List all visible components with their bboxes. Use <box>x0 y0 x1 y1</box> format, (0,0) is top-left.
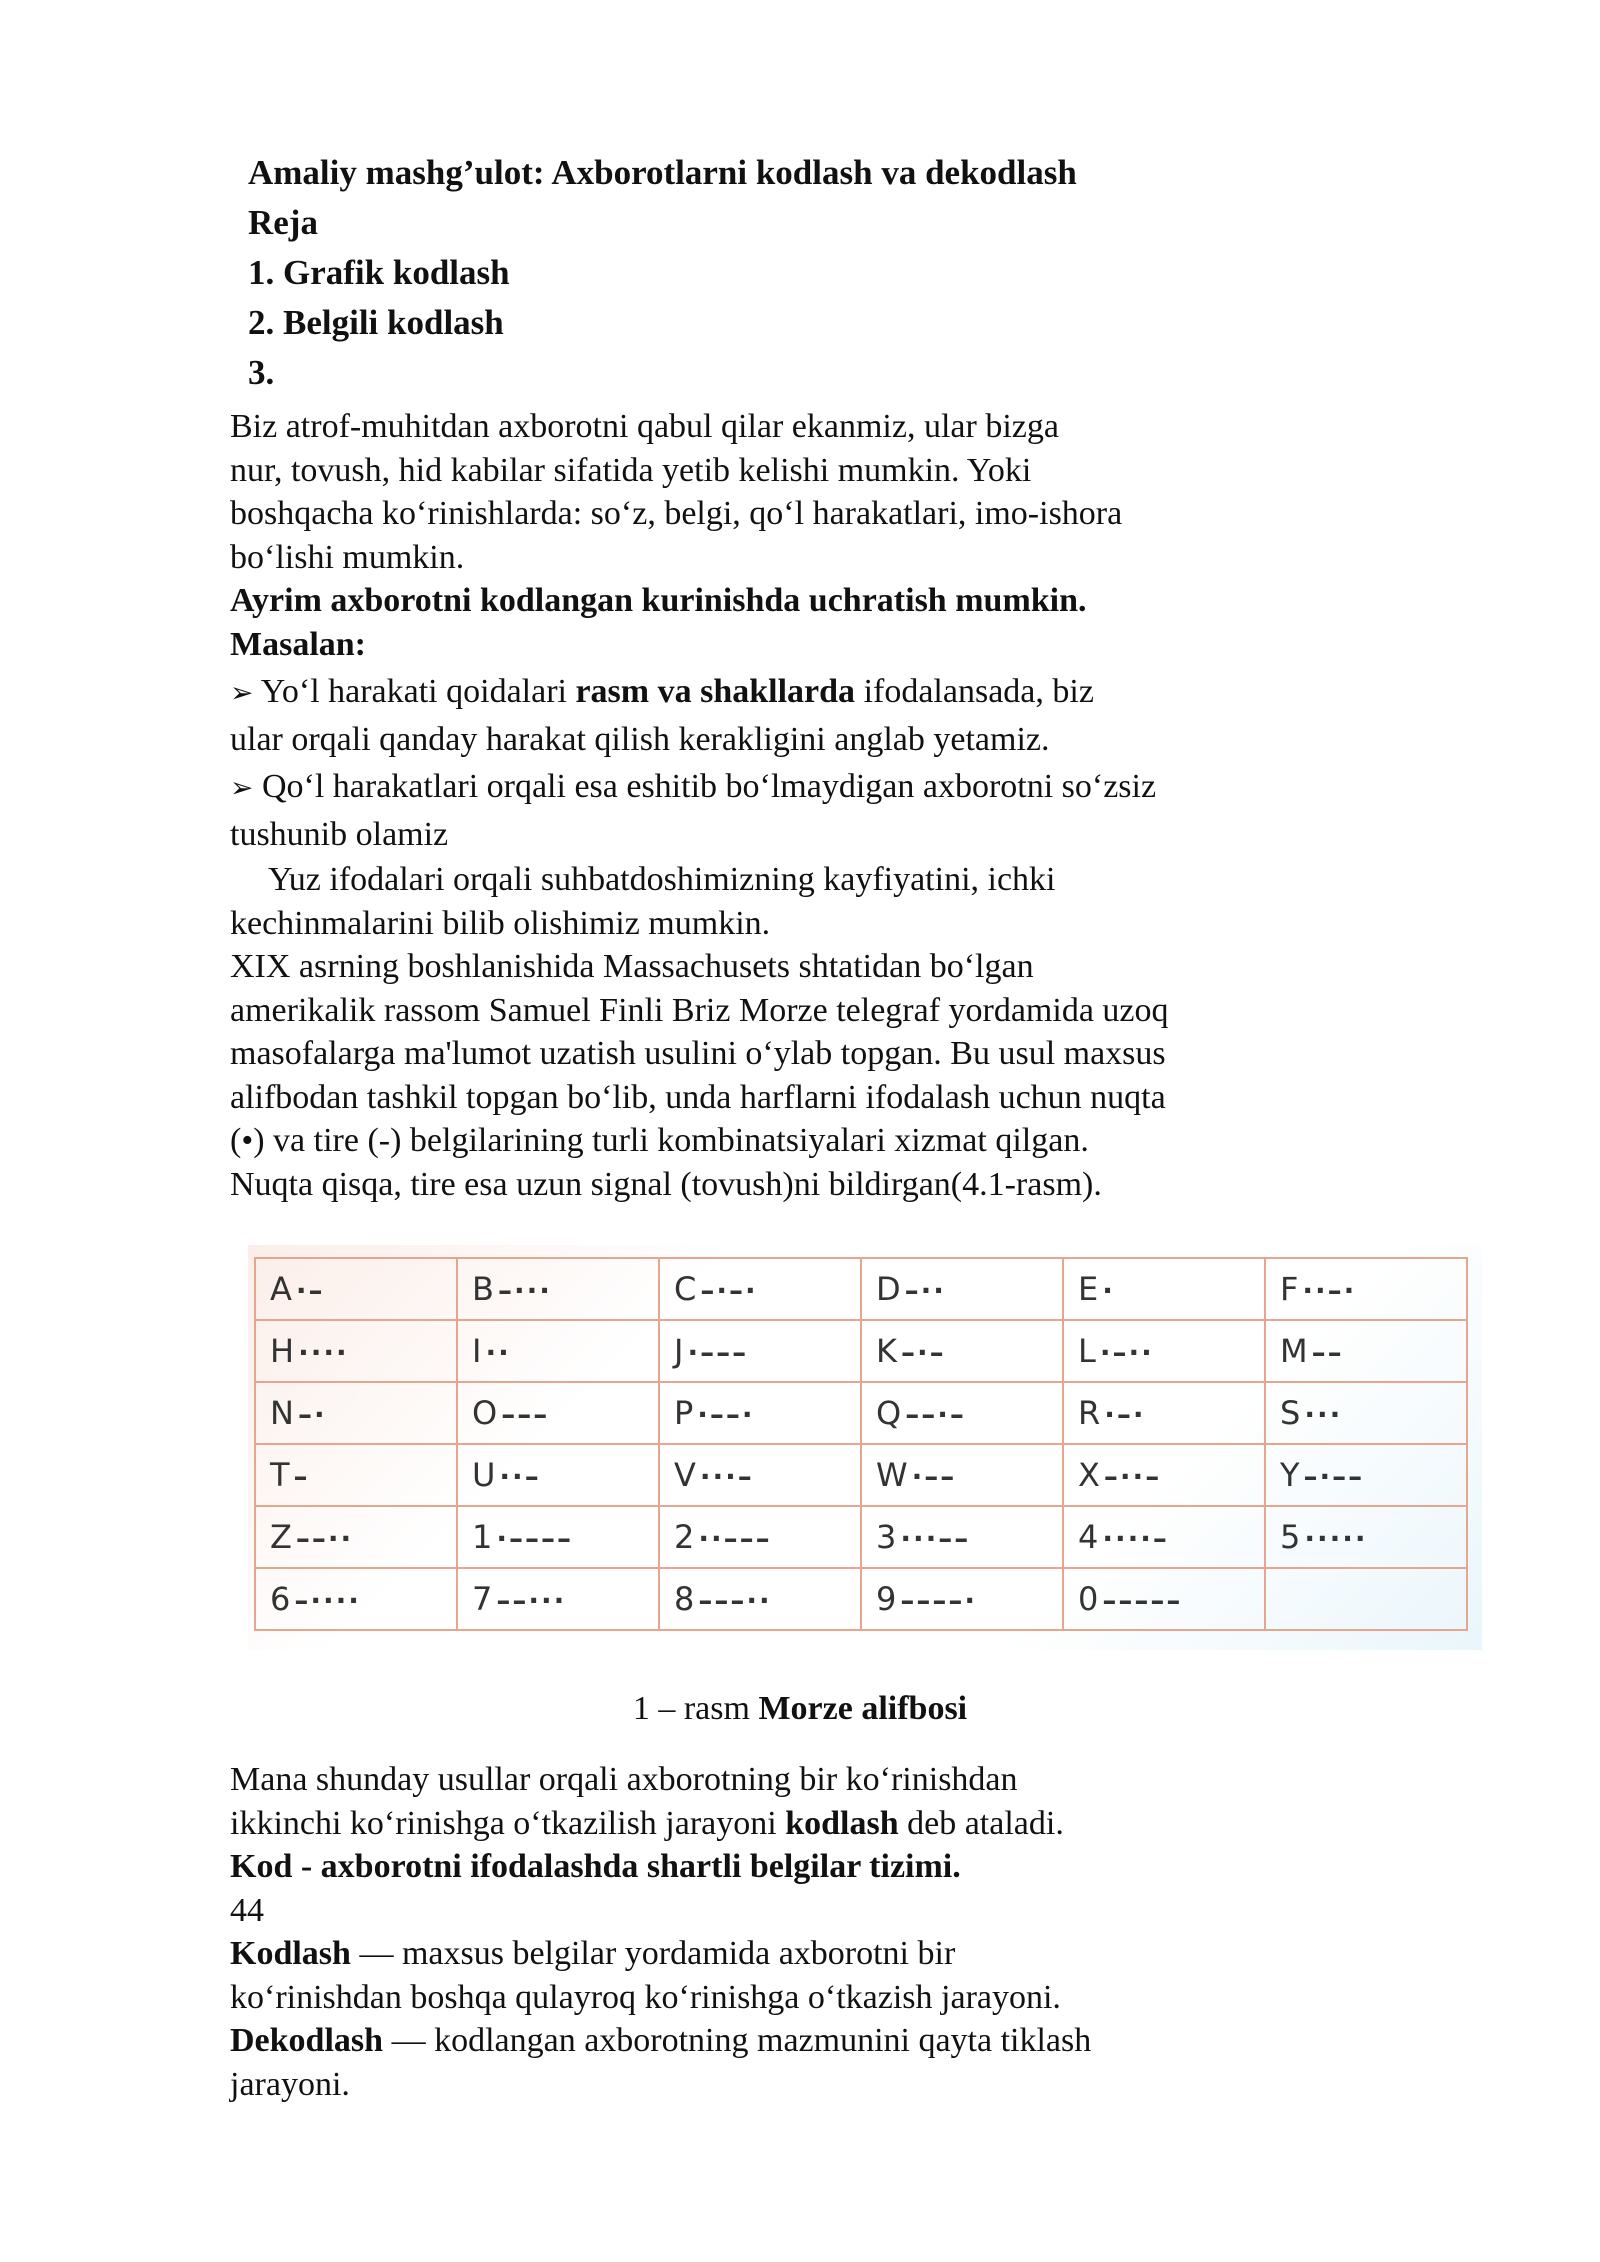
morse-character: T <box>270 1456 290 1494</box>
morse-character: H <box>270 1332 295 1370</box>
morse-cell <box>255 1506 457 1568</box>
morse-cell <box>1063 1506 1265 1568</box>
morse-code: ··· <box>1304 1398 1343 1431</box>
morse-cell <box>457 1382 659 1444</box>
morse-code: ––·· <box>295 1522 354 1555</box>
text-line: masofalarga ma'lumot uzatish usulini o‘ylab topgan. Bu usul maxsus <box>230 1035 1166 1072</box>
bold-line: Ayrim axborotni kodlangan kurinishda uchratish mumkin. <box>230 582 1087 619</box>
morse-table <box>254 1257 1468 1631</box>
morse-code: · <box>1102 1274 1115 1307</box>
morse-code: ··– <box>499 1460 541 1493</box>
plan-item: 1. Grafik kodlash <box>248 253 510 292</box>
morse-cell <box>1063 1258 1265 1320</box>
morse-character: 6 <box>270 1580 291 1618</box>
morse-cell <box>1265 1568 1467 1630</box>
text-line: tushunib olamiz <box>230 816 449 853</box>
morse-cell <box>457 1506 659 1568</box>
morse-cell <box>659 1506 861 1568</box>
closing-paragraph <box>230 1758 1380 2106</box>
morse-cell <box>457 1320 659 1382</box>
morse-character: K <box>876 1332 897 1370</box>
morse-character: Y <box>1280 1456 1300 1494</box>
intro-paragraph <box>230 405 1380 666</box>
text-line: nur, tovush, hid kabilar sifatida yetib kelishi mumkin. Yoki <box>230 451 1032 489</box>
morse-code: ···– <box>699 1460 754 1493</box>
morse-code: – <box>293 1460 310 1493</box>
morse-cell <box>861 1506 1063 1568</box>
plan-item: 3. <box>248 353 275 392</box>
text-line: alifbodan tashkil topgan bo‘lib, unda harflarni ifodalash uchun nuqta <box>230 1078 1166 1116</box>
morse-table-row <box>255 1444 1467 1506</box>
text-line: Nuqta qisqa, tire esa uzun signal (tovush)ni bildirgan(4.1-rasm). <box>230 1165 1102 1203</box>
morse-cell <box>255 1382 457 1444</box>
morse-character: E <box>1078 1270 1099 1308</box>
morse-code: –·–· <box>700 1274 758 1307</box>
morse-alphabet-figure <box>248 1245 1482 1650</box>
morse-table-row <box>255 1258 1467 1320</box>
morse-character: 3 <box>876 1518 897 1556</box>
morse-code: ––·– <box>905 1398 966 1431</box>
morse-cell <box>255 1258 457 1320</box>
morse-code: –··– <box>1103 1460 1162 1493</box>
arrow-bullet-icon: ➢ <box>230 771 254 804</box>
bullet-list <box>230 668 1380 858</box>
text-line: Biz atrof-muhitdan axborotni qabul qilar ekanmiz, ular bizga <box>230 408 1059 445</box>
morse-cell <box>1265 1258 1467 1320</box>
morse-table-row <box>255 1382 1467 1444</box>
text-line: ikkinchi ko‘rinishga o‘tkazilish jarayoni kodlash deb ataladi. <box>230 1804 1064 1842</box>
morse-cell <box>1265 1382 1467 1444</box>
morse-character: 5 <box>1280 1518 1301 1556</box>
definition-line: Kod - axborotni ifodalashda shartli belgilar tizimi. <box>230 1848 961 1885</box>
bold-line: Masalan: <box>230 625 366 663</box>
text-line: ko‘rinishdan boshqa qulayroq ko‘rinishga o‘tkazish jarayoni. <box>230 1978 1061 2016</box>
morse-character: 0 <box>1078 1580 1099 1618</box>
morse-code: ·–· <box>1104 1398 1146 1431</box>
text-line: Mana shunday usullar orqali axborotning bir ko‘rinishdan <box>230 1761 1018 1798</box>
morse-character: U <box>472 1456 496 1494</box>
morse-character: Z <box>270 1518 292 1556</box>
morse-cell <box>861 1382 1063 1444</box>
text-line: boshqacha ko‘rinishlarda: so‘z, belgi, qo‘l harakatlari, imo-ishora <box>230 495 1123 532</box>
text-line: Yuz ifodalari orqali suhbatdoshimizning kayfiyatini, ichki <box>268 861 1056 898</box>
morse-cell <box>1063 1444 1265 1506</box>
morse-code: ·–·· <box>1099 1336 1154 1369</box>
morse-character: B <box>472 1270 494 1308</box>
morse-code: ·–– <box>911 1460 957 1493</box>
morse-cell <box>255 1320 457 1382</box>
morse-code: ····– <box>1102 1522 1169 1555</box>
morse-code: –––·· <box>698 1584 772 1617</box>
text-line: Dekodlash — kodlangan axborotning mazmunini qayta tiklash <box>230 2022 1092 2059</box>
morse-character: J <box>674 1332 684 1370</box>
morse-cell <box>1265 1506 1467 1568</box>
morse-character: V <box>674 1456 696 1494</box>
morse-code: –···· <box>294 1584 361 1617</box>
morse-cell <box>255 1568 457 1630</box>
morse-cell <box>659 1382 861 1444</box>
morse-character: M <box>1280 1332 1308 1370</box>
text-line: XIX asrning boshlanishida Massachusets shtatidan bo‘lgan <box>230 948 1034 985</box>
morse-code: –·–– <box>1303 1460 1365 1493</box>
morse-character: O <box>472 1394 498 1432</box>
morse-code: ––––· <box>900 1584 977 1617</box>
morse-history-paragraph <box>230 858 1380 1206</box>
morse-character: I <box>472 1332 482 1370</box>
morse-cell <box>1265 1320 1467 1382</box>
morse-cell <box>457 1444 659 1506</box>
text-line: jarayoni. <box>230 2065 350 2103</box>
morse-character: L <box>1078 1332 1096 1370</box>
morse-table-row <box>255 1506 1467 1568</box>
morse-cell <box>659 1258 861 1320</box>
morse-character: 1 <box>472 1518 493 1556</box>
morse-character: P <box>674 1394 694 1432</box>
text-line: amerikalik rassom Samuel Finli Briz Morze telegraf yordamida uzoq <box>230 991 1169 1029</box>
morse-cell <box>1063 1568 1265 1630</box>
morse-cell <box>659 1568 861 1630</box>
text-line: kechinmalarini bilib olishimiz mumkin. <box>230 904 771 942</box>
morse-character: 9 <box>876 1580 897 1618</box>
morse-cell <box>457 1258 659 1320</box>
morse-character: X <box>1078 1456 1100 1494</box>
lesson-plan <box>248 148 1077 398</box>
morse-cell <box>1265 1444 1467 1506</box>
morse-cell <box>659 1444 861 1506</box>
morse-cell <box>1063 1320 1265 1382</box>
morse-character: S <box>1280 1394 1301 1432</box>
morse-character: R <box>1078 1394 1101 1432</box>
morse-character: 7 <box>472 1580 493 1618</box>
morse-code: ··–· <box>1302 1274 1357 1307</box>
page-number: 44 <box>230 1891 264 1929</box>
morse-cell <box>1063 1382 1265 1444</box>
bullet-item: ➢ Qo‘l harakatlari orqali esa eshitib bo‘lmaydigan axborotni so‘zsiz <box>230 768 1157 805</box>
morse-code: ––––– <box>1102 1584 1183 1617</box>
morse-code: ·––– <box>687 1336 749 1369</box>
morse-code: –– <box>1311 1336 1344 1369</box>
morse-character: 4 <box>1078 1518 1099 1556</box>
morse-code: ––··· <box>496 1584 567 1617</box>
morse-code: –·– <box>900 1336 946 1369</box>
morse-code: ···–– <box>900 1522 971 1555</box>
morse-code: –··· <box>497 1274 552 1307</box>
plan-heading: Reja <box>248 203 318 242</box>
morse-character: C <box>674 1270 697 1308</box>
morse-code: ––– <box>501 1398 550 1431</box>
arrow-bullet-icon: ➢ <box>230 676 254 709</box>
text-line: ular orqali qanday harakat qilish kerakligini anglab yetamiz. <box>230 721 1050 758</box>
plan-item: 2. Belgili kodlash <box>248 303 504 342</box>
morse-code: ·· <box>485 1336 511 1369</box>
morse-character: F <box>1280 1270 1299 1308</box>
morse-code: ····· <box>1304 1522 1368 1555</box>
morse-table-row <box>255 1320 1467 1382</box>
morse-cell <box>861 1258 1063 1320</box>
morse-cell <box>659 1320 861 1382</box>
morse-cell <box>861 1444 1063 1506</box>
morse-code: ·––· <box>697 1398 755 1431</box>
morse-code: ···· <box>298 1336 349 1369</box>
morse-code: ·– <box>295 1274 325 1307</box>
morse-cell <box>457 1568 659 1630</box>
morse-character: 2 <box>674 1518 695 1556</box>
figure-caption: 1 – rasm Morze alifbosi <box>632 1690 968 1727</box>
morse-character: Q <box>876 1394 902 1432</box>
morse-code: –·· <box>904 1274 946 1307</box>
morse-cell <box>255 1444 457 1506</box>
morse-character: D <box>876 1270 901 1308</box>
text-line: bo‘lishi mumkin. <box>230 538 465 576</box>
morse-character: W <box>876 1456 908 1494</box>
morse-code: ··––– <box>698 1522 772 1555</box>
bullet-item: ➢ Yo‘l harakati qoidalari rasm va shakllarda ifodalansada, biz <box>230 673 1094 710</box>
morse-character: A <box>270 1270 292 1308</box>
morse-cell <box>861 1320 1063 1382</box>
text-line: (•) va tire (-) belgilarining turli kombinatsiyalari xizmat qilgan. <box>230 1122 1089 1159</box>
morse-code: –· <box>297 1398 327 1431</box>
morse-character: N <box>270 1394 294 1432</box>
text-line: Kodlash — maxsus belgilar yordamida axborotni bir <box>230 1935 956 1972</box>
morse-table-row <box>255 1568 1467 1630</box>
morse-cell <box>861 1568 1063 1630</box>
lesson-title: Amaliy mashg’ulot: Axborotlarni kodlash va dekodlash <box>248 153 1077 192</box>
morse-character: 8 <box>674 1580 695 1618</box>
morse-code: ·–––– <box>496 1522 573 1555</box>
